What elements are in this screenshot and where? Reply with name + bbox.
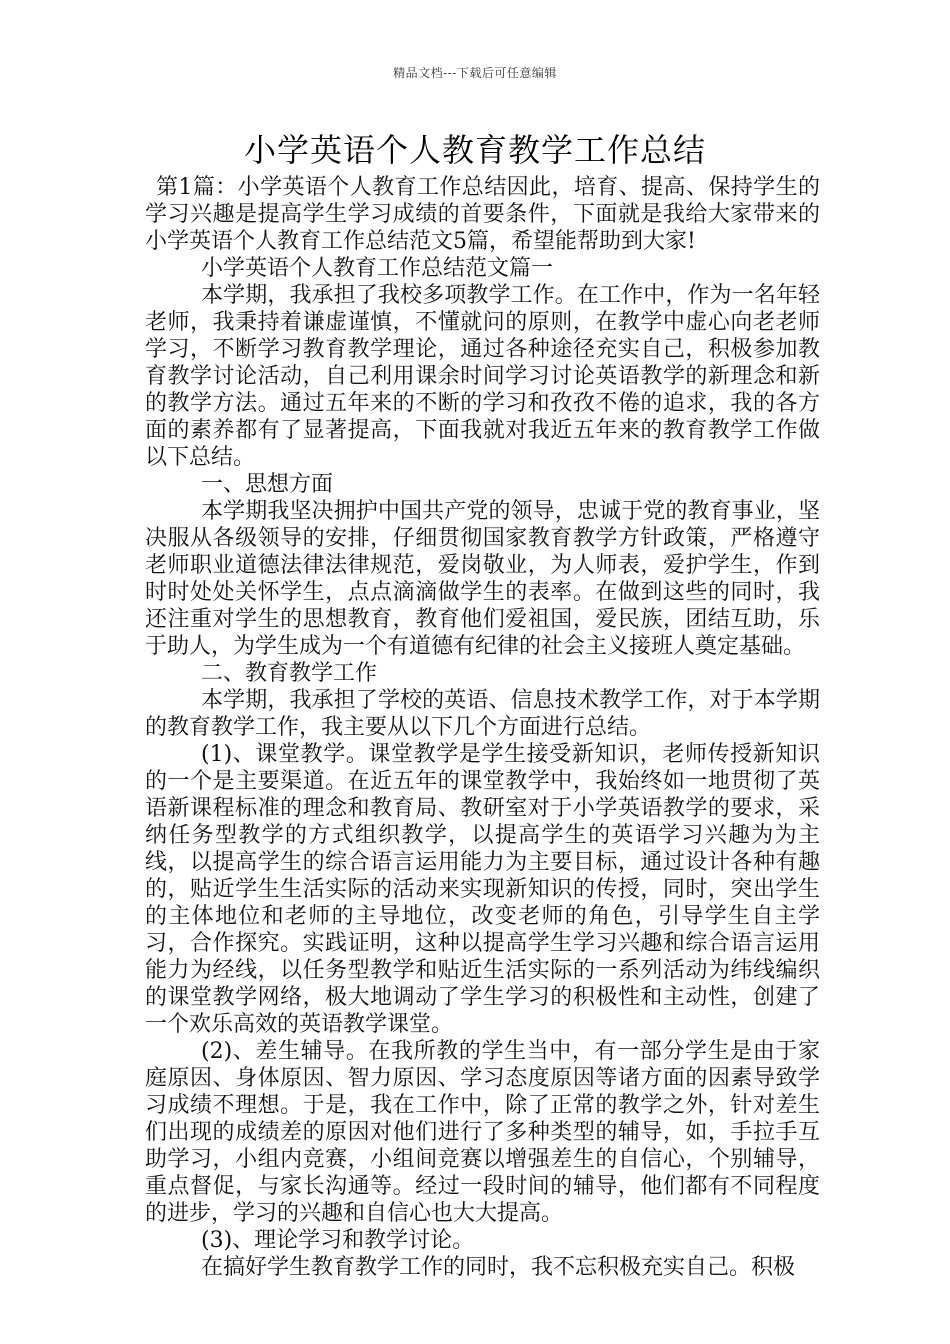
section-heading-ideology: 一、思想方面 [201, 472, 334, 497]
document-body [145, 174, 820, 1281]
paragraph-student-tutoring: (2)、差生辅导。在我所教的学生当中，有一部分学生是由于家庭原因、身体原因、智力原因、学习态度原因等诸方面的因素导致学习成绩不理想。于是，我在工作中，除了正常的教学之外，针对差生们出现的成绩差的原因对他们进行了多种类型的辅导，如，手拉手互助学习，小组内竞赛，小组间竞赛以增强差生的自信心，个别辅导，重点督促，与家长沟通等。经过一段时间的辅导，他们都有不同程度的进步，学习的兴趣和自信心也大大提高。 [145, 1039, 820, 1226]
section-heading-teaching: 二、教育教学工作 [201, 661, 378, 686]
section-heading-theory-study: (3)、理论学习和教学讨论。 [201, 1228, 475, 1253]
intro-paragraph: 第1篇：小学英语个人教育工作总结因此，培育、提高、保持学生的学习兴趣是提高学生学习成绩的首要条件，下面就是我给大家带来的小学英语个人教育工作总结范文5篇，希望能帮助到大家! [145, 175, 820, 254]
paragraph-overview: 本学期，我承担了我校多项教学工作。在工作中，作为一名年轻老师，我秉持着谦虚谨慎，不懂就问的原则，在教学中虚心向老老师学习，不断学习教育教学理论，通过各种途径充实自己，积极参加教育教学讨论活动，自己利用课余时间学习讨论英语教学的新理念和新的教学方法。通过五年来的不断的学习和孜孜不倦的追求，我的各方面的素养都有了显著提高，下面我就对我近五年来的教育教学工作做以下总结。 [145, 283, 820, 470]
section-heading-essay-one: 小学英语个人教育工作总结范文篇一 [201, 256, 554, 281]
paragraph-self-improvement: 在搞好学生教育教学工作的同时，我不忘积极充实自己。积极 [201, 1255, 796, 1280]
paragraph-ideology: 本学期我坚决拥护中国共产党的领导，忠诚于党的教育事业，坚决服从各级领导的安排，仔细贯彻国家教育教学方针政策，严格遵守老师职业道德法律法律规范，爱岗敬业，为人师表，爱护学生，作到时时处处关怀学生，点点滴滴做学生的表率。在做到这些的同时，我还注重对学生的思想教育，教育他们爱祖国，爱民族，团结互助，乐于助人，为学生成为一个有道德有纪律的社会主义接班人奠定基础。 [145, 499, 820, 659]
paragraph-teaching-intro: 本学期，我承担了学校的英语、信息技术教学工作，对于本学期的教育教学工作，我主要从以下几个方面进行总结。 [145, 688, 820, 740]
paragraph-classroom-teaching: (1)、课堂教学。课堂教学是学生接受新知识，老师传授新知识的一个是主要渠道。在近五年的课堂教学中，我始终如一地贯彻了英语新课程标准的理念和教育局、教研室对于小学英语教学的要求，采纳任务型教学的方式组织教学，以提高学生的英语学习兴趣为为主线，以提高学生的综合语言运用能力为主要目标，通过设计各种有趣的，贴近学生生活实际的活动来实现新知识的传授，同时，突出学生的主体地位和老师的主导地位，改变老师的角色，引导学生自主学习，合作探究。实践证明，这种以提高学生学习兴趣和综合语言运用能力为经线，以任务型教学和贴近生活实际的一系列活动为纬线编织的课堂教学网络，极大地调动了学生学习的积极性和主动性，创建了一个欢乐高效的英语教学课堂。 [145, 742, 820, 1037]
document-title: 小学英语个人教育教学工作总结 [243, 131, 706, 169]
header-note: 精品文档---下载后可任意编辑 [393, 66, 557, 80]
